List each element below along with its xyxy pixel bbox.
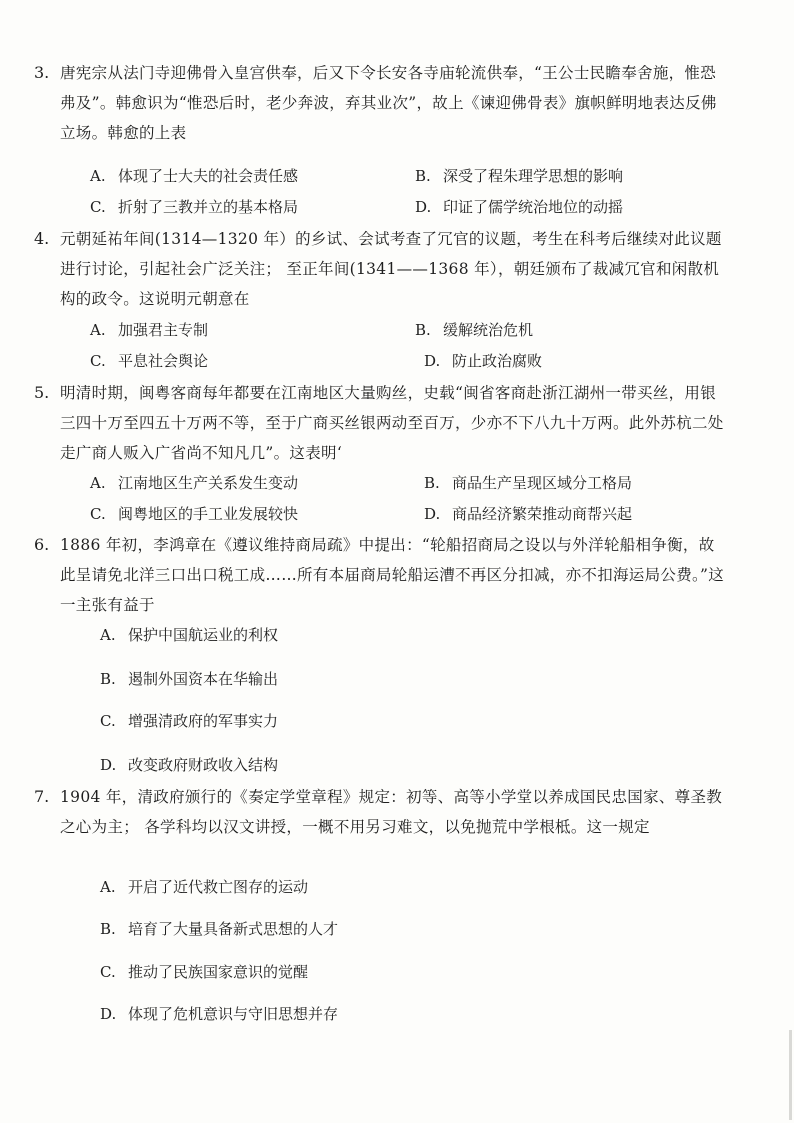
question-number: 3. <box>34 63 50 82</box>
question-5 <box>34 378 730 468</box>
question-number: 7. <box>34 787 50 806</box>
question-stem: 1886 年初，李鸿章在《遵议维持商局疏》中提出：“轮船招商局之设以与外洋轮船相争衡，故此呈请免北洋三口出口税工成……所有本届商局轮船运漕不再区分扣减，亦不扣海运局公费。”这一主张有益于 <box>60 536 725 614</box>
option-text: 江南地区生产关系发生变动 <box>118 474 299 492</box>
option-text: 商品生产呈现区域分工格局 <box>452 474 633 492</box>
option-letter: D. <box>415 198 432 216</box>
option-text: 闽粤地区的手工业发展较快 <box>118 505 299 523</box>
question-stem: 唐宪宗从法门寺迎佛骨入皇宫供奉，后又下令长安各寺庙轮流供奉，“王公士民瞻奉舍施，惟恐弗及”。韩愈识为“惟恐后时，老少奔波，弃其业次”，故上《谏迎佛骨表》旗帜鲜明地表达反佛立场。韩愈的上表 <box>60 64 717 142</box>
option-d[interactable] <box>424 503 632 525</box>
option-b[interactable] <box>100 918 338 940</box>
option-letter: A. <box>90 167 106 185</box>
question-stem: 1904 年，清政府颁行的《奏定学堂章程》规定：初等、高等小学堂以养成国民忠国家、尊圣教之心为主； 各学科均以汉文讲授，一概不用另习难文，以免抛荒中学根柢。这一规定 <box>60 788 723 836</box>
option-letter: B. <box>424 474 440 492</box>
option-text: 加强君主专制 <box>118 321 209 339</box>
option-text: 印证了儒学统治地位的动摇 <box>443 198 624 216</box>
option-b[interactable] <box>424 472 632 494</box>
option-c[interactable] <box>100 710 278 732</box>
option-c[interactable] <box>90 503 298 525</box>
option-text: 开启了近代救亡图存的运动 <box>128 878 309 896</box>
option-letter: C. <box>100 963 116 981</box>
option-letter: C. <box>100 712 116 730</box>
option-letter: B. <box>100 920 116 938</box>
option-text: 折射了三教并立的基本格局 <box>118 198 299 216</box>
option-letter: A. <box>90 474 106 492</box>
option-letter: A. <box>90 321 106 339</box>
option-c[interactable] <box>90 196 298 218</box>
question-6 <box>34 530 730 620</box>
option-b[interactable] <box>100 668 278 690</box>
option-c[interactable] <box>90 350 208 372</box>
option-d[interactable] <box>424 350 542 372</box>
option-letter: A. <box>100 878 116 896</box>
option-text: 培育了大量具备新式思想的人才 <box>128 920 339 938</box>
option-text: 改变政府财政收入结构 <box>128 756 279 774</box>
option-text: 防止政治腐败 <box>452 352 543 370</box>
option-letter: C. <box>90 352 106 370</box>
question-number: 4. <box>34 229 50 248</box>
question-stem: 元朝延祐年间(1314—1320 年）的乡试、会试考查了冗官的议题，考生在科考后继续对此议题进行讨论，引起社会广泛关注； 至正年间(1341——1368 年），朝廷颁布了裁减冗官和闲散机构的政令。这说明元朝意在 <box>60 230 722 308</box>
question-stem: 明清时期，闽粤客商每年都要在江南地区大量购丝，史载“闽省客商赴浙江湖州一带买丝，用银三四十万至四五十万两不等，至于广商买丝银两动至百万，少亦不下八九十万两。此外苏杭二处走广商人贩入广省尚不知凡几”。这表明‘ <box>60 384 724 462</box>
question-number: 6. <box>34 535 50 554</box>
option-d[interactable] <box>415 196 623 218</box>
option-text: 平息社会舆论 <box>118 352 209 370</box>
option-text: 深受了程朱理学思想的影响 <box>443 167 624 185</box>
option-text: 增强清政府的军事实力 <box>128 712 279 730</box>
option-text: 推动了民族国家意识的觉醒 <box>128 963 309 981</box>
option-text: 保护中国航运业的利权 <box>128 626 279 644</box>
option-b[interactable] <box>415 165 623 187</box>
option-text: 缓解统治危机 <box>443 321 534 339</box>
option-text: 体现了士大夫的社会责任感 <box>118 167 299 185</box>
option-d[interactable] <box>100 1003 338 1025</box>
option-d[interactable] <box>100 754 278 776</box>
option-a[interactable] <box>90 165 298 187</box>
option-letter: A. <box>100 626 116 644</box>
question-4 <box>34 224 730 314</box>
option-b[interactable] <box>415 319 533 341</box>
scan-edge-mark <box>789 1030 792 1120</box>
option-letter: C. <box>90 505 106 523</box>
option-letter: B. <box>100 670 116 688</box>
option-a[interactable] <box>90 472 298 494</box>
option-letter: D. <box>100 756 117 774</box>
option-text: 遏制外国资本在华输出 <box>128 670 279 688</box>
option-a[interactable] <box>100 624 278 646</box>
option-c[interactable] <box>100 961 308 983</box>
question-number: 5. <box>34 383 50 402</box>
option-letter: D. <box>424 352 441 370</box>
option-letter: D. <box>100 1005 117 1023</box>
question-7 <box>34 782 730 842</box>
option-letter: D. <box>424 505 441 523</box>
option-letter: B. <box>415 167 431 185</box>
option-text: 体现了危机意识与守旧思想并存 <box>128 1005 339 1023</box>
question-3 <box>34 58 730 148</box>
option-letter: B. <box>415 321 431 339</box>
option-letter: C. <box>90 198 106 216</box>
option-text: 商品经济繁荣推动商帮兴起 <box>452 505 633 523</box>
option-a[interactable] <box>90 319 208 341</box>
option-a[interactable] <box>100 876 308 898</box>
